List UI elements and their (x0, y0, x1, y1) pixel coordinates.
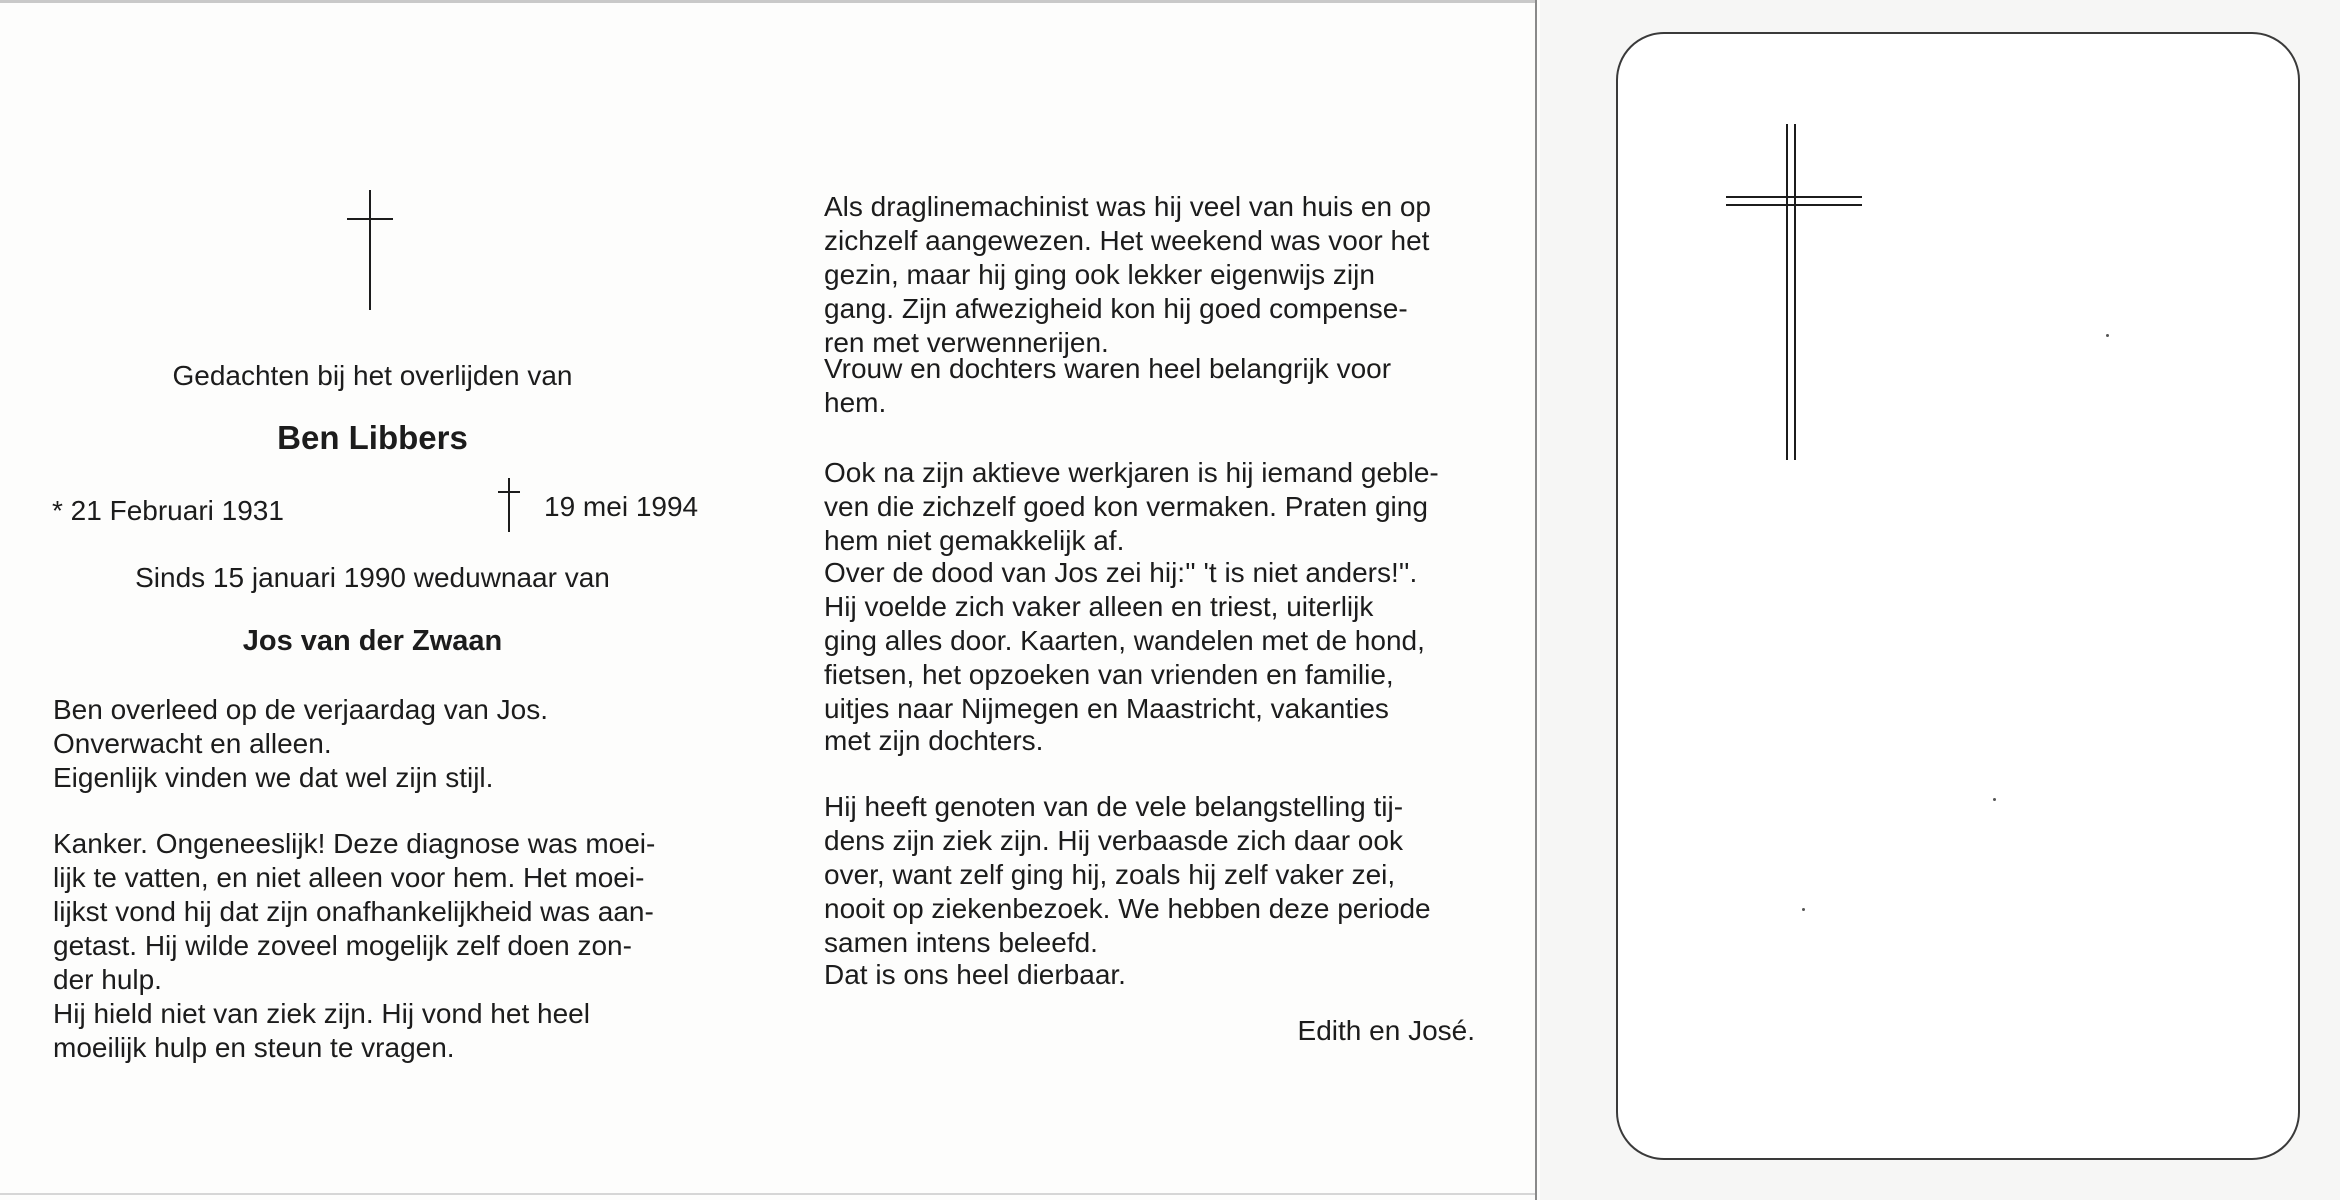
text-line: lijk te vatten, en niet alleen voor hem. Het moei- (53, 862, 645, 893)
text-line: getast. Hij wilde zoveel mogelijk zelf doen zon- (53, 930, 632, 961)
text-line: ren met verwennerijen. (824, 327, 1109, 358)
card-cover (1540, 0, 2340, 1200)
scan-speck (1993, 798, 1996, 801)
left-panel (0, 0, 740, 1200)
text-line: Ben overleed op de verjaardag van Jos. (53, 694, 548, 725)
text-line: Als draglinemachinist was hij veel van huis en op (824, 191, 1431, 222)
text-line: uitjes naar Nijmegen en Maastricht, vakanties (824, 693, 1389, 724)
latin-cross-icon (347, 190, 393, 310)
scan-speck (2106, 334, 2109, 337)
birth-date: * 21 Februari 1931 (52, 495, 284, 526)
text-line: dens zijn ziek zijn. Hij verbaasde zich daar ook (824, 825, 1403, 856)
text-line: lijkst vond hij dat zijn onafhankelijkheid was aan- (53, 896, 654, 927)
deceased-name: Ben Libbers (277, 419, 468, 456)
double-line-cross-icon (1726, 124, 1862, 460)
text-line: Vrouw en dochters waren heel belangrijk voor (824, 353, 1392, 384)
text-line: Over de dood van Jos zei hij:'' 't is niet anders!''. (824, 557, 1418, 588)
spouse-name: Jos van der Zwaan (242, 625, 503, 657)
text-line: Dat is ons heel dierbaar. (824, 959, 1126, 990)
text-line: hem niet gemakkelijk af. (824, 525, 1125, 556)
text-line: ven die zichzelf goed kon vermaken. Praten ging (824, 491, 1428, 522)
text-line: gezin, maar hij ging ook lekker eigenwijs zijn (824, 259, 1375, 290)
text-line: Eigenlijk vinden we dat wel zijn stijl. (53, 762, 494, 793)
scan-speck (1802, 908, 1805, 911)
text-line: nooit op ziekenbezoek. We hebben deze periode (824, 893, 1431, 924)
text-line: samen intens beleefd. (824, 927, 1098, 958)
text-line: Hij voelde zich vaker alleen en triest, uiterlijk (824, 591, 1374, 622)
text-line: gang. Zijn afwezigheid kon hij goed compense- (824, 293, 1408, 324)
text-line: moeilijk hulp en steun te vragen. (53, 1032, 455, 1063)
dagger-cross-icon (498, 478, 520, 532)
text-line: Kanker. Ongeneeslijk! Deze diagnose was moei- (53, 828, 656, 859)
text-line: met zijn dochters. (824, 725, 1044, 756)
text-line: fietsen, het opzoeken van vrienden en familie, (824, 659, 1394, 690)
widower-line: Sinds 15 januari 1990 weduwnaar van (135, 562, 610, 593)
signature: Edith en José. (1297, 1015, 1475, 1046)
text-line: Hij hield niet van ziek zijn. Hij vond het heel (53, 998, 590, 1029)
text-line: Onverwacht en alleen. (53, 728, 332, 759)
text-line: zichzelf aangewezen. Het weekend was voor het (824, 225, 1430, 256)
card-border (1616, 32, 2300, 1160)
text-line: Hij heeft genoten van de vele belangstelling tij- (824, 791, 1404, 822)
text-line: hem. (824, 387, 887, 418)
text-line: der hulp. (53, 964, 162, 995)
middle-panel (780, 0, 1540, 1200)
text-line: over, want zelf ging hij, zoals hij zelf vaker zei, (824, 859, 1396, 890)
text-line: ging alles door. Kaarten, wandelen met de hond, (824, 625, 1425, 656)
death-date: 19 mei 1994 (544, 491, 699, 522)
intro-line: Gedachten bij het overlijden van (172, 360, 573, 391)
text-line: Ook na zijn aktieve werkjaren is hij iemand geble- (824, 457, 1439, 488)
